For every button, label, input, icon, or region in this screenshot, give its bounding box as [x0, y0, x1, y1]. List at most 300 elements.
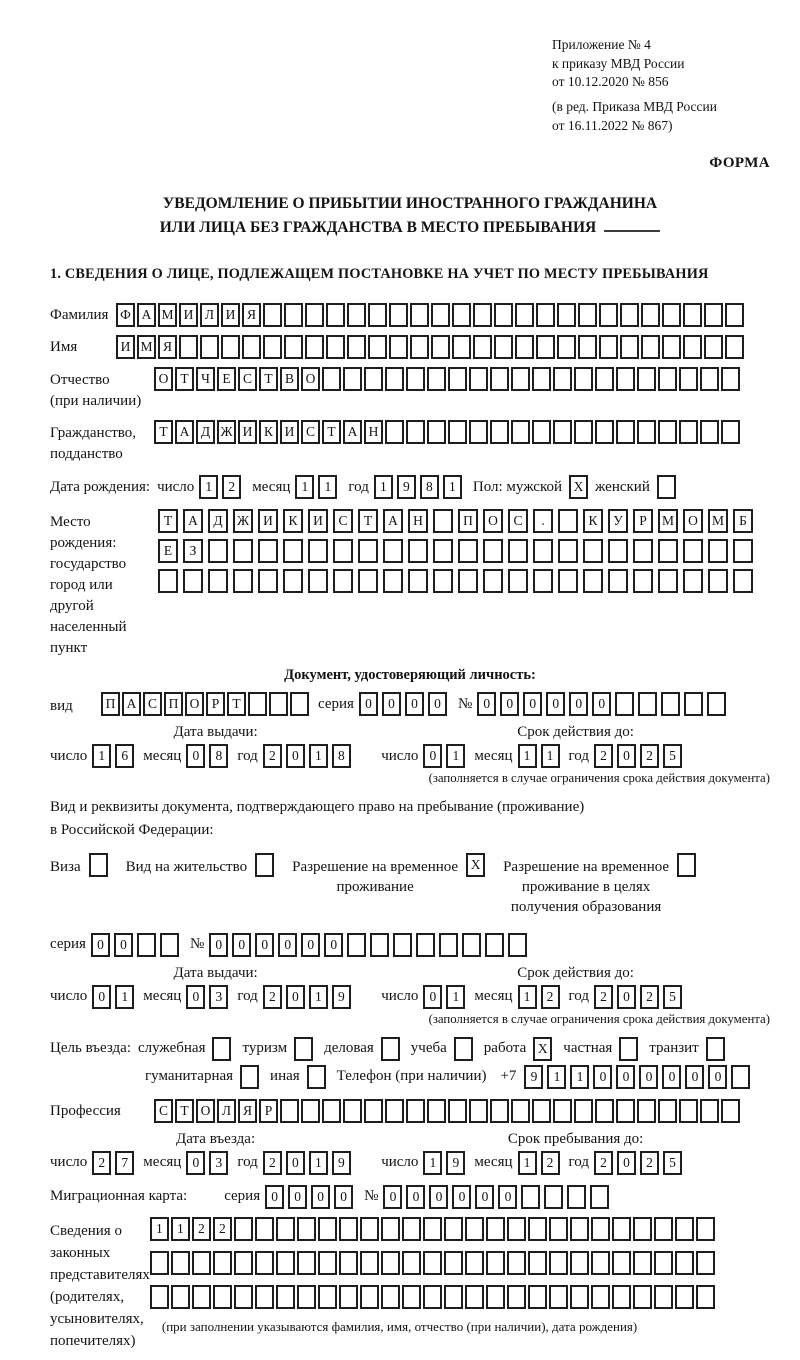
- residence-valid-year[interactable]: [594, 985, 686, 1009]
- purpose-tourism-checkbox[interactable]: [294, 1037, 313, 1061]
- char-box[interactable]: [704, 335, 723, 359]
- char-box[interactable]: [683, 335, 702, 359]
- doc-number-input[interactable]: [477, 692, 730, 716]
- purpose-business-checkbox[interactable]: [212, 1037, 231, 1061]
- birth-place-input-row2[interactable]: [158, 539, 758, 563]
- char-box[interactable]: [343, 367, 362, 391]
- char-box[interactable]: [305, 303, 324, 327]
- char-box[interactable]: [696, 1251, 715, 1275]
- char-box[interactable]: 0: [617, 985, 636, 1009]
- char-box[interactable]: [533, 569, 553, 593]
- char-box[interactable]: С: [143, 692, 162, 716]
- char-box[interactable]: 1: [171, 1217, 190, 1241]
- char-box[interactable]: 1: [570, 1065, 589, 1089]
- char-box[interactable]: Р: [633, 509, 653, 533]
- char-box[interactable]: [339, 1285, 358, 1309]
- char-box[interactable]: С: [301, 420, 320, 444]
- char-box[interactable]: [389, 303, 408, 327]
- char-box[interactable]: [511, 1099, 530, 1123]
- char-box[interactable]: [213, 1285, 232, 1309]
- char-box[interactable]: 5: [663, 744, 682, 768]
- char-box[interactable]: К: [283, 509, 303, 533]
- char-box[interactable]: [444, 1285, 463, 1309]
- birth-year-input[interactable]: [374, 475, 466, 499]
- char-box[interactable]: [465, 1217, 484, 1241]
- char-box[interactable]: [221, 335, 240, 359]
- char-box[interactable]: 1: [423, 1151, 442, 1175]
- char-box[interactable]: 8: [420, 475, 439, 499]
- purpose-work-checkbox[interactable]: [533, 1037, 552, 1061]
- char-box[interactable]: 0: [617, 1151, 636, 1175]
- char-box[interactable]: 8: [332, 744, 351, 768]
- char-box[interactable]: [213, 1251, 232, 1275]
- char-box[interactable]: Т: [227, 692, 246, 716]
- char-box[interactable]: И: [258, 509, 278, 533]
- char-box[interactable]: [269, 692, 288, 716]
- char-box[interactable]: [347, 933, 366, 957]
- char-box[interactable]: 1: [446, 744, 465, 768]
- char-box[interactable]: [297, 1285, 316, 1309]
- char-box[interactable]: [192, 1285, 211, 1309]
- purpose-private-checkbox[interactable]: [619, 1037, 638, 1061]
- char-box[interactable]: О: [483, 509, 503, 533]
- name-input[interactable]: [116, 335, 746, 359]
- birth-place-input-row1[interactable]: [158, 509, 758, 533]
- char-box[interactable]: [444, 1217, 463, 1241]
- char-box[interactable]: Л: [217, 1099, 236, 1123]
- char-box[interactable]: [234, 1251, 253, 1275]
- residence-permit-checkbox[interactable]: [255, 853, 274, 877]
- char-box[interactable]: 1: [309, 985, 328, 1009]
- char-box[interactable]: 0: [186, 1151, 205, 1175]
- char-box[interactable]: А: [137, 303, 156, 327]
- char-box[interactable]: [721, 1099, 740, 1123]
- char-box[interactable]: Ч: [196, 367, 215, 391]
- char-box[interactable]: [532, 420, 551, 444]
- char-box[interactable]: 0: [278, 933, 297, 957]
- char-box[interactable]: 0: [286, 985, 305, 1009]
- char-box[interactable]: З: [183, 539, 203, 563]
- residence-series-input[interactable]: [91, 933, 183, 957]
- char-box[interactable]: 0: [232, 933, 251, 957]
- char-box[interactable]: Т: [358, 509, 378, 533]
- char-box[interactable]: О: [683, 509, 703, 533]
- purpose-study-checkbox[interactable]: [454, 1037, 473, 1061]
- char-box[interactable]: [385, 420, 404, 444]
- char-box[interactable]: .: [533, 509, 553, 533]
- char-box[interactable]: [553, 420, 572, 444]
- char-box[interactable]: X: [533, 1037, 552, 1061]
- char-box[interactable]: [364, 367, 383, 391]
- char-box[interactable]: Ф: [116, 303, 135, 327]
- char-box[interactable]: [706, 1037, 725, 1061]
- char-box[interactable]: [469, 420, 488, 444]
- char-box[interactable]: [557, 303, 576, 327]
- char-box[interactable]: [258, 539, 278, 563]
- char-box[interactable]: [583, 539, 603, 563]
- char-box[interactable]: 3: [209, 985, 228, 1009]
- char-box[interactable]: Т: [259, 367, 278, 391]
- char-box[interactable]: [322, 1099, 341, 1123]
- char-box[interactable]: [364, 1099, 383, 1123]
- char-box[interactable]: [385, 1099, 404, 1123]
- char-box[interactable]: [567, 1185, 586, 1209]
- char-box[interactable]: 0: [477, 692, 496, 716]
- char-box[interactable]: Я: [242, 303, 261, 327]
- char-box[interactable]: 0: [405, 692, 424, 716]
- char-box[interactable]: [549, 1285, 568, 1309]
- sex-female-checkbox[interactable]: [657, 475, 676, 499]
- char-box[interactable]: [452, 335, 471, 359]
- char-box[interactable]: [158, 569, 178, 593]
- char-box[interactable]: [679, 1099, 698, 1123]
- char-box[interactable]: [383, 539, 403, 563]
- char-box[interactable]: [590, 1185, 609, 1209]
- char-box[interactable]: [638, 692, 657, 716]
- char-box[interactable]: [553, 1099, 572, 1123]
- char-box[interactable]: А: [122, 692, 141, 716]
- char-box[interactable]: М: [658, 509, 678, 533]
- char-box[interactable]: [339, 1251, 358, 1275]
- char-box[interactable]: [557, 335, 576, 359]
- birth-place-input-row3[interactable]: [158, 569, 758, 593]
- char-box[interactable]: С: [508, 509, 528, 533]
- char-box[interactable]: 2: [594, 985, 613, 1009]
- purpose-transit-checkbox[interactable]: [706, 1037, 725, 1061]
- char-box[interactable]: Л: [200, 303, 219, 327]
- char-box[interactable]: [608, 539, 628, 563]
- char-box[interactable]: [661, 692, 680, 716]
- char-box[interactable]: [536, 303, 555, 327]
- char-box[interactable]: [248, 692, 267, 716]
- char-box[interactable]: [485, 933, 504, 957]
- char-box[interactable]: [558, 509, 578, 533]
- char-box[interactable]: 7: [115, 1151, 134, 1175]
- char-box[interactable]: Р: [259, 1099, 278, 1123]
- identity-issue-month[interactable]: [186, 744, 232, 768]
- char-box[interactable]: 0: [569, 692, 588, 716]
- char-box[interactable]: Б: [733, 509, 753, 533]
- temp-residence-checkbox[interactable]: [466, 853, 485, 877]
- char-box[interactable]: [558, 539, 578, 563]
- char-box[interactable]: [633, 1251, 652, 1275]
- purpose-commercial-checkbox[interactable]: [381, 1037, 400, 1061]
- char-box[interactable]: 2: [263, 1151, 282, 1175]
- char-box[interactable]: [240, 1065, 259, 1089]
- char-box[interactable]: [658, 569, 678, 593]
- char-box[interactable]: [511, 367, 530, 391]
- profession-input[interactable]: [154, 1099, 742, 1123]
- char-box[interactable]: [233, 569, 253, 593]
- char-box[interactable]: [721, 367, 740, 391]
- char-box[interactable]: [444, 1251, 463, 1275]
- char-box[interactable]: [595, 1099, 614, 1123]
- char-box[interactable]: [683, 539, 703, 563]
- char-box[interactable]: Н: [408, 509, 428, 533]
- char-box[interactable]: [696, 1217, 715, 1241]
- char-box[interactable]: 0: [498, 1185, 517, 1209]
- char-box[interactable]: И: [179, 303, 198, 327]
- char-box[interactable]: [483, 539, 503, 563]
- temp-edu-checkbox[interactable]: [677, 853, 696, 877]
- char-box[interactable]: С: [154, 1099, 173, 1123]
- char-box[interactable]: [242, 335, 261, 359]
- char-box[interactable]: 2: [594, 744, 613, 768]
- residence-issue-month[interactable]: [186, 985, 232, 1009]
- char-box[interactable]: [599, 335, 618, 359]
- char-box[interactable]: 0: [500, 692, 519, 716]
- char-box[interactable]: 0: [592, 692, 611, 716]
- char-box[interactable]: [360, 1217, 379, 1241]
- char-box[interactable]: [171, 1285, 190, 1309]
- char-box[interactable]: [733, 569, 753, 593]
- char-box[interactable]: 1: [199, 475, 218, 499]
- char-box[interactable]: [507, 1251, 526, 1275]
- char-box[interactable]: 0: [186, 744, 205, 768]
- char-box[interactable]: 1: [309, 744, 328, 768]
- char-box[interactable]: 6: [115, 744, 134, 768]
- char-box[interactable]: [570, 1285, 589, 1309]
- char-box[interactable]: [360, 1251, 379, 1275]
- char-box[interactable]: [280, 1099, 299, 1123]
- char-box[interactable]: [410, 303, 429, 327]
- char-box[interactable]: [381, 1217, 400, 1241]
- char-box[interactable]: [294, 1037, 313, 1061]
- char-box[interactable]: [433, 509, 453, 533]
- char-box[interactable]: [448, 1099, 467, 1123]
- char-box[interactable]: 5: [663, 1151, 682, 1175]
- char-box[interactable]: Я: [158, 335, 177, 359]
- char-box[interactable]: [283, 569, 303, 593]
- char-box[interactable]: [486, 1285, 505, 1309]
- char-box[interactable]: 1: [518, 985, 537, 1009]
- char-box[interactable]: [427, 1099, 446, 1123]
- char-box[interactable]: 0: [324, 933, 343, 957]
- char-box[interactable]: Ж: [217, 420, 236, 444]
- char-box[interactable]: [574, 1099, 593, 1123]
- char-box[interactable]: 1: [309, 1151, 328, 1175]
- char-box[interactable]: [521, 1185, 540, 1209]
- char-box[interactable]: [515, 303, 534, 327]
- char-box[interactable]: 1: [518, 1151, 537, 1175]
- char-box[interactable]: 1: [318, 475, 337, 499]
- char-box[interactable]: [402, 1251, 421, 1275]
- char-box[interactable]: [708, 569, 728, 593]
- char-box[interactable]: [532, 1099, 551, 1123]
- char-box[interactable]: [591, 1217, 610, 1241]
- char-box[interactable]: [658, 367, 677, 391]
- char-box[interactable]: [616, 367, 635, 391]
- char-box[interactable]: [423, 1285, 442, 1309]
- char-box[interactable]: 0: [423, 985, 442, 1009]
- char-box[interactable]: [406, 367, 425, 391]
- char-box[interactable]: О: [301, 367, 320, 391]
- doc-kind-input[interactable]: [101, 692, 311, 716]
- citizenship-input[interactable]: [154, 420, 742, 444]
- sex-male-checkbox[interactable]: [569, 475, 588, 499]
- char-box[interactable]: [462, 933, 481, 957]
- char-box[interactable]: [657, 475, 676, 499]
- char-box[interactable]: [696, 1285, 715, 1309]
- char-box[interactable]: 0: [662, 1065, 681, 1089]
- char-box[interactable]: [532, 367, 551, 391]
- char-box[interactable]: [473, 303, 492, 327]
- char-box[interactable]: [192, 1251, 211, 1275]
- char-box[interactable]: [431, 303, 450, 327]
- char-box[interactable]: О: [196, 1099, 215, 1123]
- char-box[interactable]: [322, 367, 341, 391]
- char-box[interactable]: [423, 1251, 442, 1275]
- char-box[interactable]: [234, 1217, 253, 1241]
- char-box[interactable]: [358, 569, 378, 593]
- char-box[interactable]: 0: [708, 1065, 727, 1089]
- char-box[interactable]: [654, 1251, 673, 1275]
- char-box[interactable]: [620, 303, 639, 327]
- char-box[interactable]: [704, 303, 723, 327]
- char-box[interactable]: [179, 335, 198, 359]
- char-box[interactable]: [276, 1285, 295, 1309]
- identity-valid-year[interactable]: [594, 744, 686, 768]
- char-box[interactable]: [679, 420, 698, 444]
- char-box[interactable]: М: [708, 509, 728, 533]
- char-box[interactable]: 2: [192, 1217, 211, 1241]
- char-box[interactable]: [212, 1037, 231, 1061]
- char-box[interactable]: [307, 1065, 326, 1089]
- char-box[interactable]: [619, 1037, 638, 1061]
- char-box[interactable]: П: [164, 692, 183, 716]
- char-box[interactable]: [89, 853, 108, 877]
- char-box[interactable]: М: [158, 303, 177, 327]
- char-box[interactable]: [255, 853, 274, 877]
- char-box[interactable]: [458, 569, 478, 593]
- char-box[interactable]: [137, 933, 156, 957]
- char-box[interactable]: [410, 335, 429, 359]
- char-box[interactable]: [511, 420, 530, 444]
- char-box[interactable]: Т: [175, 367, 194, 391]
- char-box[interactable]: [591, 1285, 610, 1309]
- char-box[interactable]: [528, 1285, 547, 1309]
- char-box[interactable]: О: [185, 692, 204, 716]
- char-box[interactable]: [448, 420, 467, 444]
- char-box[interactable]: [290, 692, 309, 716]
- char-box[interactable]: [553, 367, 572, 391]
- char-box[interactable]: 0: [91, 933, 110, 957]
- char-box[interactable]: [683, 569, 703, 593]
- char-box[interactable]: [408, 539, 428, 563]
- residence-valid-day[interactable]: [423, 985, 469, 1009]
- char-box[interactable]: Е: [158, 539, 178, 563]
- char-box[interactable]: 0: [265, 1185, 284, 1209]
- char-box[interactable]: Т: [158, 509, 178, 533]
- char-box[interactable]: 9: [524, 1065, 543, 1089]
- residence-issue-day[interactable]: [92, 985, 138, 1009]
- char-box[interactable]: 0: [617, 744, 636, 768]
- char-box[interactable]: [208, 569, 228, 593]
- char-box[interactable]: Д: [196, 420, 215, 444]
- char-box[interactable]: [473, 335, 492, 359]
- char-box[interactable]: 0: [546, 692, 565, 716]
- char-box[interactable]: [150, 1285, 169, 1309]
- char-box[interactable]: 1: [518, 744, 537, 768]
- char-box[interactable]: 0: [383, 1185, 402, 1209]
- char-box[interactable]: 1: [92, 744, 111, 768]
- char-box[interactable]: [343, 1099, 362, 1123]
- char-box[interactable]: [234, 1285, 253, 1309]
- char-box[interactable]: 1: [295, 475, 314, 499]
- char-box[interactable]: [308, 539, 328, 563]
- char-box[interactable]: [615, 692, 634, 716]
- char-box[interactable]: [393, 933, 412, 957]
- char-box[interactable]: [490, 1099, 509, 1123]
- char-box[interactable]: [616, 420, 635, 444]
- char-box[interactable]: [721, 420, 740, 444]
- char-box[interactable]: [654, 1285, 673, 1309]
- residence-number-input[interactable]: [209, 933, 531, 957]
- char-box[interactable]: А: [175, 420, 194, 444]
- phone-input[interactable]: [524, 1065, 754, 1089]
- char-box[interactable]: 0: [255, 933, 274, 957]
- char-box[interactable]: [700, 367, 719, 391]
- char-box[interactable]: [297, 1251, 316, 1275]
- char-box[interactable]: П: [101, 692, 120, 716]
- char-box[interactable]: 2: [263, 744, 282, 768]
- char-box[interactable]: [318, 1285, 337, 1309]
- guardians-input-row3[interactable]: [150, 1285, 717, 1309]
- char-box[interactable]: [486, 1251, 505, 1275]
- char-box[interactable]: 0: [359, 692, 378, 716]
- char-box[interactable]: [528, 1217, 547, 1241]
- char-box[interactable]: [684, 692, 703, 716]
- char-box[interactable]: [633, 1217, 652, 1241]
- surname-input[interactable]: [116, 303, 746, 327]
- char-box[interactable]: [658, 539, 678, 563]
- char-box[interactable]: [339, 1217, 358, 1241]
- char-box[interactable]: [431, 335, 450, 359]
- char-box[interactable]: [549, 1251, 568, 1275]
- char-box[interactable]: [255, 1251, 274, 1275]
- char-box[interactable]: С: [238, 367, 257, 391]
- char-box[interactable]: [347, 335, 366, 359]
- char-box[interactable]: [570, 1217, 589, 1241]
- char-box[interactable]: 0: [382, 692, 401, 716]
- migration-number-input[interactable]: [383, 1185, 613, 1209]
- char-box[interactable]: 0: [114, 933, 133, 957]
- char-box[interactable]: 0: [685, 1065, 704, 1089]
- char-box[interactable]: 0: [92, 985, 111, 1009]
- char-box[interactable]: [381, 1037, 400, 1061]
- identity-valid-month[interactable]: [518, 744, 564, 768]
- char-box[interactable]: [452, 303, 471, 327]
- char-box[interactable]: [301, 1099, 320, 1123]
- char-box[interactable]: [675, 1251, 694, 1275]
- char-box[interactable]: 0: [209, 933, 228, 957]
- char-box[interactable]: [368, 303, 387, 327]
- char-box[interactable]: С: [333, 509, 353, 533]
- char-box[interactable]: [483, 569, 503, 593]
- char-box[interactable]: [183, 569, 203, 593]
- char-box[interactable]: [469, 367, 488, 391]
- char-box[interactable]: И: [280, 420, 299, 444]
- char-box[interactable]: [458, 539, 478, 563]
- char-box[interactable]: [284, 335, 303, 359]
- char-box[interactable]: [637, 1099, 656, 1123]
- char-box[interactable]: [733, 539, 753, 563]
- char-box[interactable]: 0: [639, 1065, 658, 1089]
- char-box[interactable]: [637, 367, 656, 391]
- char-box[interactable]: [707, 692, 726, 716]
- char-box[interactable]: [433, 569, 453, 593]
- char-box[interactable]: [507, 1285, 526, 1309]
